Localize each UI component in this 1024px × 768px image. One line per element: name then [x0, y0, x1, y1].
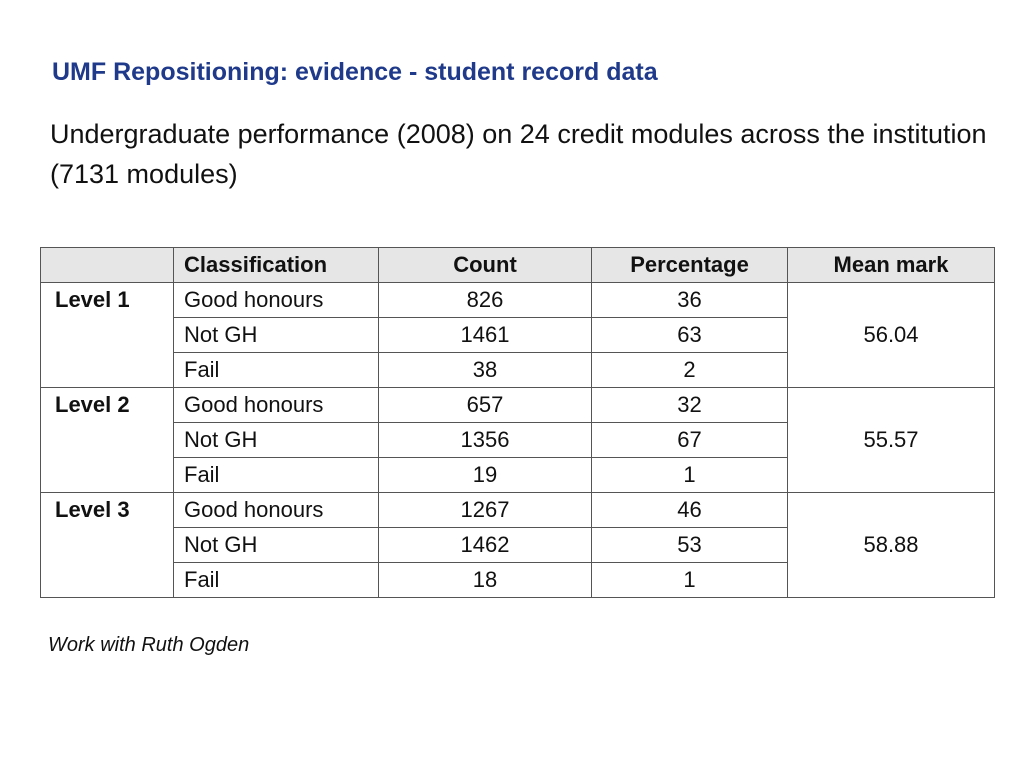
count-cell: 1267 — [379, 493, 592, 528]
count-cell: 1461 — [379, 318, 592, 353]
mean-mark-cell: 55.57 — [788, 388, 995, 493]
slide-title: UMF Repositioning: evidence - student record data — [52, 58, 658, 86]
classification-cell: Good honours — [174, 493, 379, 528]
footnote: Work with Ruth Ogden — [48, 634, 250, 656]
classification-cell: Fail — [174, 353, 379, 388]
mean-mark-cell: 56.04 — [788, 283, 995, 388]
count-cell: 657 — [379, 388, 592, 423]
results-table — [40, 247, 995, 598]
classification-cell: Not GH — [174, 318, 379, 353]
results-table-container — [40, 247, 995, 598]
count-cell: 19 — [379, 458, 592, 493]
percentage-cell: 53 — [592, 528, 788, 563]
percentage-cell: 36 — [592, 283, 788, 318]
count-cell: 826 — [379, 283, 592, 318]
classification-cell: Fail — [174, 563, 379, 598]
percentage-cell: 2 — [592, 353, 788, 388]
level-label: Level 2 — [41, 388, 174, 493]
slide-subtitle: Undergraduate performance (2008) on 24 credit modules across the institution (7131 modules) — [50, 119, 987, 189]
count-cell: 38 — [379, 353, 592, 388]
table-header-row — [41, 248, 995, 283]
header-count: Count — [379, 248, 592, 283]
classification-cell: Not GH — [174, 423, 379, 458]
count-cell: 18 — [379, 563, 592, 598]
table-row — [41, 493, 995, 528]
classification-cell: Not GH — [174, 528, 379, 563]
count-cell: 1462 — [379, 528, 592, 563]
percentage-cell: 1 — [592, 563, 788, 598]
table-row — [41, 388, 995, 423]
count-cell: 1356 — [379, 423, 592, 458]
percentage-cell: 1 — [592, 458, 788, 493]
level-label: Level 1 — [41, 283, 174, 388]
mean-mark-cell: 58.88 — [788, 493, 995, 598]
header-level — [41, 248, 174, 283]
classification-cell: Fail — [174, 458, 379, 493]
table-row — [41, 283, 995, 318]
percentage-cell: 32 — [592, 388, 788, 423]
header-mean-mark: Mean mark — [788, 248, 995, 283]
percentage-cell: 46 — [592, 493, 788, 528]
level-label: Level 3 — [41, 493, 174, 598]
classification-cell: Good honours — [174, 283, 379, 318]
header-percentage: Percentage — [592, 248, 788, 283]
percentage-cell: 67 — [592, 423, 788, 458]
classification-cell: Good honours — [174, 388, 379, 423]
header-classification: Classification — [174, 248, 379, 283]
percentage-cell: 63 — [592, 318, 788, 353]
